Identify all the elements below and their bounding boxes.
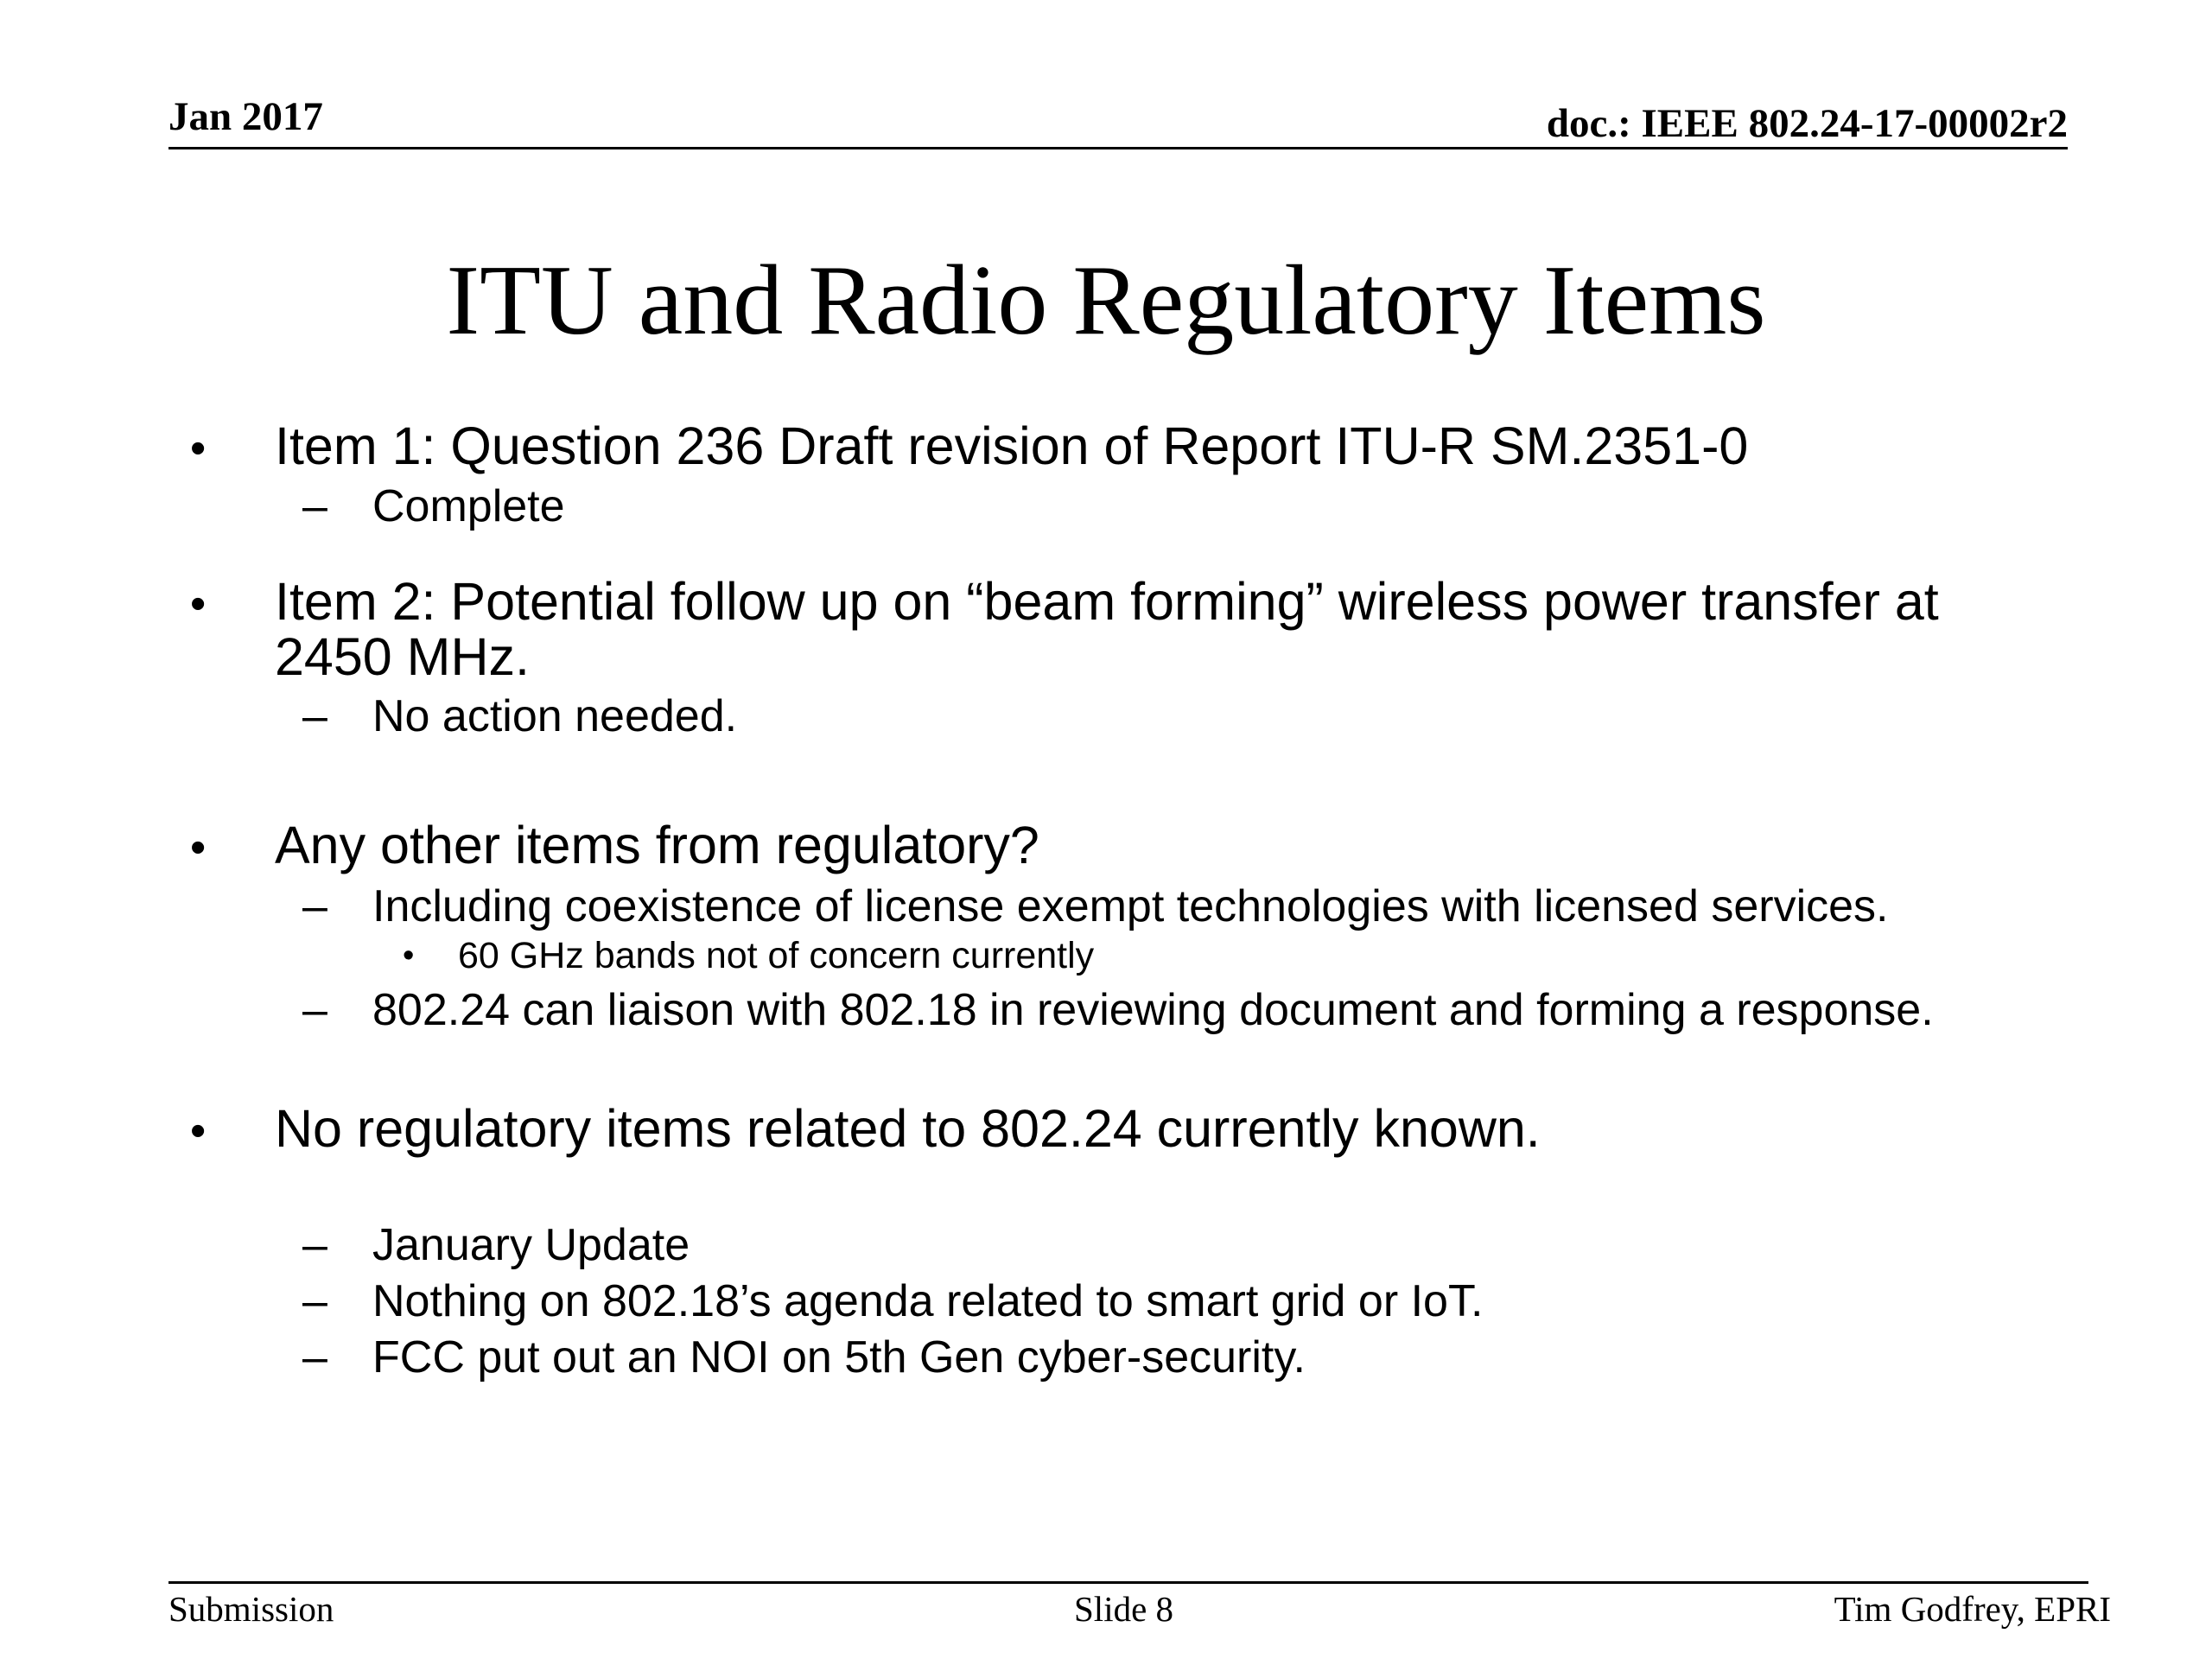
dash-marker: – — [302, 691, 327, 741]
bullet-item-2-line-2: 2450 MHz. — [275, 627, 530, 686]
bullet-item-3: Any other items from regulatory? — [275, 816, 1039, 874]
bullet-marker: • — [190, 423, 207, 474]
sub-item-complete: Complete — [372, 481, 565, 531]
sub-item-fcc-noi: FCC put out an NOI on 5th Gen cyber-security. — [372, 1332, 1306, 1382]
sub-sub-item-60ghz: 60 GHz bands not of concern currently — [458, 935, 1095, 976]
sub-item-agenda: Nothing on 802.18’s agenda related to smart grid or IoT. — [372, 1276, 1484, 1326]
bullet-item-4: No regulatory items related to 802.24 currently known. — [275, 1099, 1541, 1158]
header-date: Jan 2017 — [168, 94, 323, 139]
footer-submission: Submission — [168, 1589, 334, 1629]
header-divider — [168, 147, 2068, 149]
bullet-marker: • — [190, 579, 207, 629]
bullet-item-1: Item 1: Question 236 Draft revision of Report ITU-R SM.2351-0 — [275, 416, 1749, 475]
sub-item-coexistence: Including coexistence of license exempt technologies with licensed services. — [372, 881, 1889, 931]
dash-marker: – — [302, 1276, 327, 1326]
bullet-item-2-line-1: Item 2: Potential follow up on “beam forming” wireless power transfer at — [275, 572, 1939, 631]
sub-item-liaison: 802.24 can liaison with 802.18 in reviewing document and forming a response. — [372, 985, 1934, 1035]
bullet-marker: • — [190, 823, 207, 873]
dash-marker: – — [302, 881, 327, 931]
footer-author: Tim Godfrey, EPRI — [1834, 1589, 2111, 1629]
dash-marker: – — [302, 1220, 327, 1270]
bullet-marker: • — [190, 1106, 207, 1156]
slide-title: ITU and Radio Regulatory Items — [446, 245, 1766, 356]
sub-item-no-action: No action needed. — [372, 691, 738, 741]
footer-divider — [168, 1581, 2088, 1584]
sub-item-january-update: January Update — [372, 1220, 690, 1270]
footer-slide-number: Slide 8 — [1074, 1589, 1174, 1629]
header-doc-id: doc.: IEEE 802.24-17-00002r2 — [1546, 101, 2068, 146]
dash-marker: – — [302, 481, 327, 531]
small-bullet-marker: • — [403, 938, 415, 974]
dash-marker: – — [302, 1332, 327, 1382]
dash-marker: – — [302, 985, 327, 1035]
